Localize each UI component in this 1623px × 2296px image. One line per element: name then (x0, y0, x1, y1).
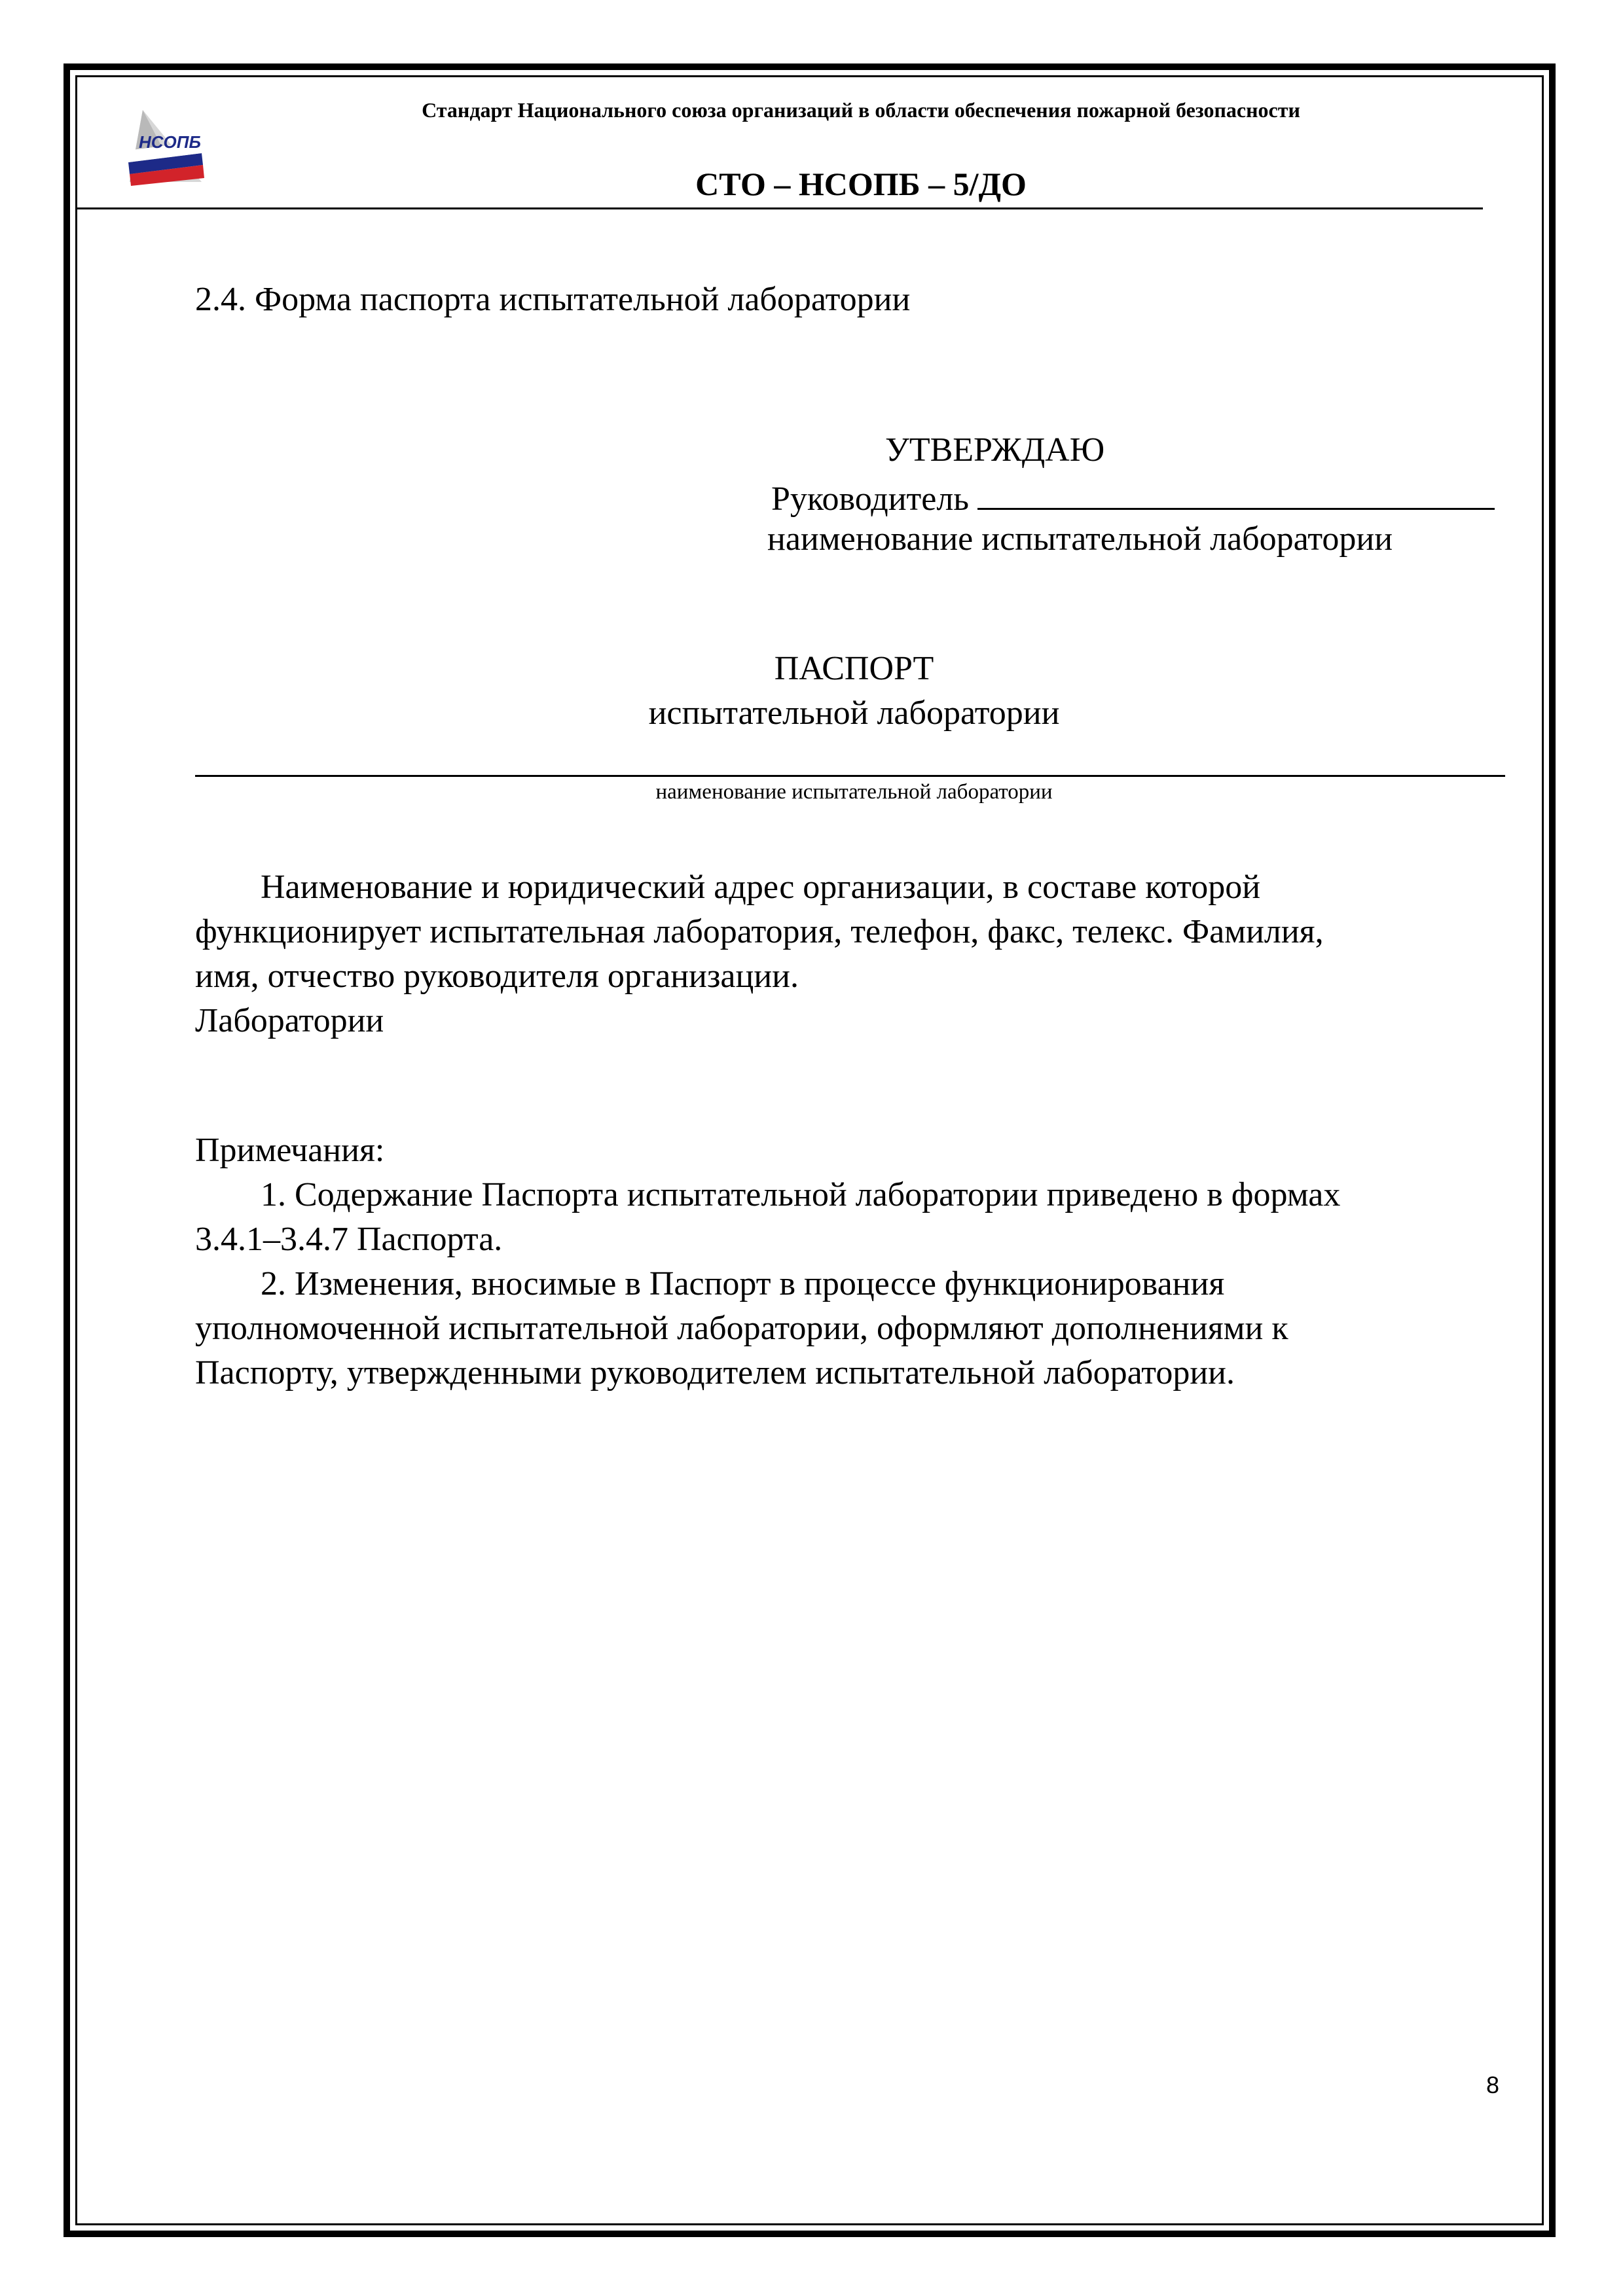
approval-heading: УТВЕРЖДАЮ (885, 431, 1105, 469)
approval-head-line (771, 473, 1495, 522)
approval-lab-name-caption: наименование испытательной лаборатории (767, 520, 1393, 558)
lab-name-caption: наименование испытательной лаборатории (655, 780, 1053, 804)
lab-name-line (195, 775, 1505, 777)
document-code: СТО – НСОПБ – 5/ДО (695, 166, 1027, 202)
header-organization-line: Стандарт Национального союза организаций в области обеспечения пожарной безопасности (422, 98, 1300, 122)
body-line-3: имя, отчество руководителя организации. (195, 958, 799, 995)
note-1-line-2: 3.4.1–3.4.7 Паспорта. (195, 1221, 503, 1258)
approval-head-label: Руководитель (771, 480, 969, 518)
logo-text: НСОПБ (139, 132, 201, 152)
passport-title: ПАСПОРТ (774, 650, 934, 687)
page-number: 8 (1486, 2072, 1500, 2098)
signature-line (977, 473, 1495, 510)
note-2-line-2: уполномоченной испытательной лаборатории, оформляют дополнениями к (195, 1310, 1288, 1347)
body-line-2: функционирует испытательная лаборатория, телефон, факс, телекс. Фамилия, (195, 913, 1324, 950)
header-divider (77, 207, 1483, 209)
note-1-line-1: 1. Содержание Паспорта испытательной лаборатории приведено в формах (261, 1176, 1341, 1213)
body-line-1: Наименование и юридический адрес организации, в составе которой (261, 869, 1261, 906)
passport-subtitle: испытательной лаборатории (648, 694, 1060, 732)
note-2-line-3: Паспорту, утвержденными руководителем испытательной лаборатории. (195, 1354, 1235, 1391)
body-line-4: Лаборатории (195, 1002, 384, 1039)
note-2-line-1: 2. Изменения, вносимые в Паспорт в процессе функционирования (261, 1265, 1225, 1302)
notes-heading: Примечания: (195, 1132, 385, 1169)
section-title: 2.4. Форма паспорта испытательной лаборатории (195, 281, 911, 318)
